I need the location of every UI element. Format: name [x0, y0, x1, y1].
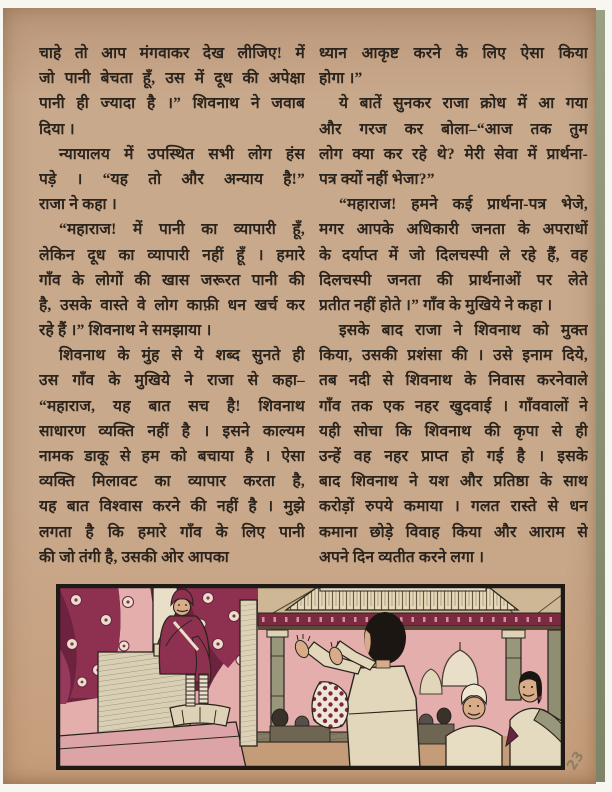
text-line: अपने दिन व्यतीत करने लगा । [319, 548, 485, 566]
text-line: गाँव के लोगों की खास जरूरत पानी की [39, 271, 305, 289]
text-column-right [319, 41, 588, 571]
text-line: “महाराज, यह बात सच है! शिवनाथ [39, 397, 305, 415]
text-line: उस गाँव के मुखिये ने राजा से कहा– [39, 372, 305, 390]
text-line: लेकिन दूध का व्यापारी नहीं हूँ । हमारे [39, 246, 305, 264]
page-number: 23 [563, 748, 588, 774]
text-line: न्यायालय में उपस्थित सभी लोग हंस [59, 145, 305, 163]
text-line: यही सोचा कि शिवनाथ की कृपा से ही [319, 422, 588, 440]
text-line: की जो तंगी है, उसकी ओर आपका [39, 548, 230, 566]
text-line: चाहे तो आप मंगवाकर देख लीजिए! में [39, 45, 305, 62]
scanned-page [3, 8, 596, 784]
text-line: तब नदी से शिवनाथ के निवास करनेवाले [319, 372, 588, 390]
text-line: साधारण व्यक्ति नहीं है । इसने काल्यम [39, 422, 305, 440]
text-line: करोड़ों रुपये कमाया । गलत रास्ते से धन [319, 498, 588, 516]
text-line: पड़े । “यह तो और अन्याय है!” [39, 170, 305, 188]
text-line: शिवनाथ के मुंह से ये शब्द सुनते ही [59, 347, 305, 365]
text-line: पानी ही ज्यादा है ।” शिवनाथ ने जवाब [39, 95, 305, 113]
text-line: नामक डाकू से हम को बचाया है । ऐसा [39, 448, 305, 465]
text-line: गाँव तक एक नहर खुदवाई । गाँववालों ने [319, 397, 588, 415]
text-line: लोग क्या कर रहे थे? मेरी सेवा में प्रार्थना- [319, 145, 588, 163]
text-line: व्यक्ति मिलावट का व्यापार करता है, [39, 473, 305, 491]
text-line: के दर्याप्त में जो दिलचस्पी ले रहे हैं, वह [319, 246, 588, 264]
text-line: लगता है कि हमारे गाँव के लिए पानी [39, 523, 305, 541]
text-line: है, उसके वास्ते वे लोग काफ़ी धन खर्च कर [39, 296, 305, 314]
text-line: दिया । [39, 120, 75, 138]
text-line: किया, उसकी प्रशंसा की । उसे इनाम दिये, [319, 347, 588, 365]
text-line: ध्यान आकृष्ट करने के लिए ऐसा किया [319, 45, 588, 62]
text-line: पत्र क्यों नहीं भेजा?” [319, 170, 435, 188]
text-line: “महाराज! हमने कई प्रार्थना-पत्र भेजे, [339, 196, 588, 214]
court-scene-illustration [58, 586, 563, 768]
text-line: इसके बाद राजा ने शिवनाथ को मुक्त [339, 322, 588, 340]
text-line: बाद शिवनाथ ने यश और प्रतिष्ठा के साथ [319, 473, 588, 491]
text-line: “महाराज! में पानी का व्यापारी हूँ, [59, 221, 305, 239]
text-line: कमाना छोड़े विवाह किया और आराम से [319, 523, 588, 541]
text-column-left [39, 41, 305, 571]
page-edge-strip [596, 10, 605, 782]
text-line: ये बातें सुनकर राजा क्रोध में आ गया [339, 95, 588, 113]
text-line: दिलचस्पी जनता की प्रार्थनाओं पर लेते [319, 271, 588, 289]
text-line: जो पानी बेचता हूँ, उस में दूध की अपेक्षा [39, 70, 305, 88]
text-line: प्रतीत नहीं होते ।” गाँव के मुखिये ने कहा । [319, 296, 553, 314]
text-line: यह बात विश्वास करने की नहीं है । मुझे [39, 498, 305, 516]
text-line: रहे हैं ।” शिवनाथ ने समझाया । [39, 322, 212, 340]
text-line: राजा ने कहा । [39, 196, 117, 214]
court-scene-svg [58, 586, 563, 768]
text-line: होगा ।” [319, 70, 363, 88]
text-line: मगर आपके अधिकारी जनता के अपराधों [319, 221, 588, 239]
text-line: और गरज कर बोला–“आज तक तुम [319, 120, 588, 138]
text-line: उन्हें वह नहर प्राप्त हो गई है । इसके [319, 448, 588, 465]
